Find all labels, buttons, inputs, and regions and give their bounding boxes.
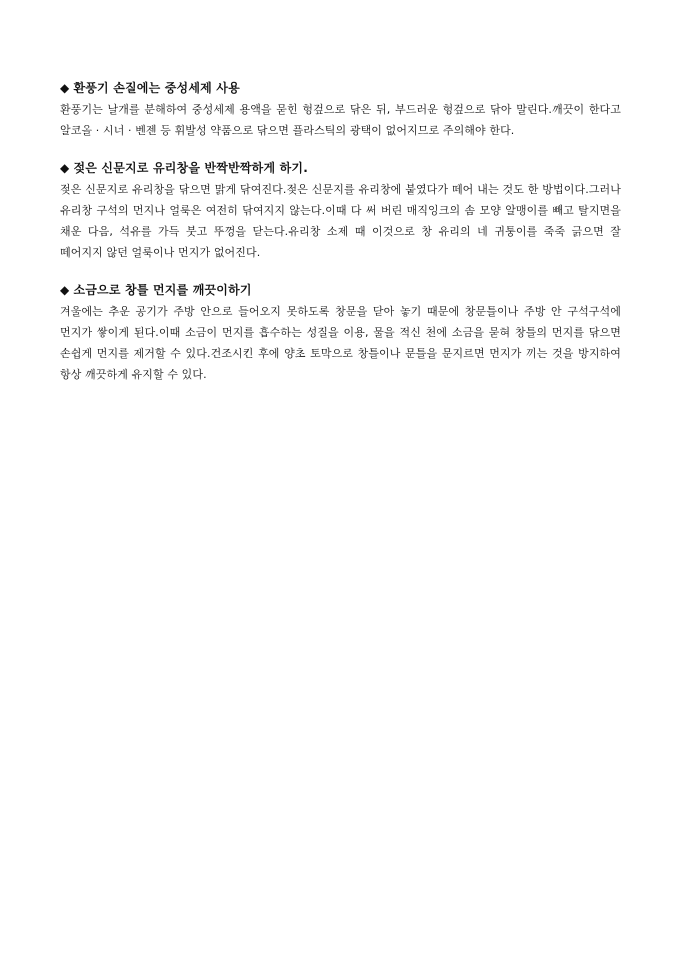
section-body: 환풍기는 날개를 분해하여 중성세제 용액을 묻힌 헝겊으로 닦은 뒤, 부드러운 헝겊으로 닦아 말린다.깨끗이 한다고 알코올 · 시너 · 벤젠 등 휘발성 약품으로 닦으면 플라스틱의 광택이 없어지므로 주의해야 한다. xyxy=(60,103,621,137)
section-salt-window-frame xyxy=(60,282,621,385)
section-heading-text: 소금으로 창틀 먼지를 깨끗이하기 xyxy=(73,283,252,297)
section-heading xyxy=(60,282,621,298)
diamond-bullet-icon: ◆ xyxy=(60,161,70,175)
section-body: 겨울에는 추운 공기가 주방 안으로 들어오지 못하도록 창문을 닫아 놓기 때문에 창문틀이나 주방 안 구석구석에 먼지가 쌓이게 된다.이때 소금이 먼지를 흡수하는 성질을 이용, 물을 적신 천에 소금을 묻혀 창틀의 먼지를 닦으면 손쉽게 먼지를 제거할 수 있다.건조시킨 후에 양초 토막으로 창틀이나 문틀을 문지르면 먼지가 끼는 것을 방지하여 항상 깨끗하게 유지할 수 있다. xyxy=(60,305,621,381)
section-heading-text: 젖은 신문지로 유리창을 반짝반짝하게 하기. xyxy=(73,161,308,175)
document-content xyxy=(60,80,621,404)
section-heading xyxy=(60,80,621,96)
section-newspaper-window xyxy=(60,160,621,263)
diamond-bullet-icon: ◆ xyxy=(60,283,70,297)
section-heading xyxy=(60,160,621,176)
section-ventilation-fan xyxy=(60,80,621,141)
section-heading-text: 환풍기 손질에는 중성세제 사용 xyxy=(73,81,240,95)
section-body: 젖은 신문지로 유리창을 닦으면 맑게 닦여진다.젖은 신문지를 유리창에 붙였다가 떼어 내는 것도 한 방법이다.그러나 유리창 구석의 먼지나 얼룩은 여전히 닦여지지 않는다.이때 다 써 버린 매직잉크의 솜 모양 알맹이를 빼고 탈지면을 채운 다음, 석유를 가득 붓고 뚜껑을 닫는다.유리창 소제 때 이것으로 창 유리의 네 귀퉁이를 죽죽 긁으면 잘 떼어지지 않던 얼룩이나 먼지가 없어진다. xyxy=(60,183,621,259)
diamond-bullet-icon: ◆ xyxy=(60,81,70,95)
